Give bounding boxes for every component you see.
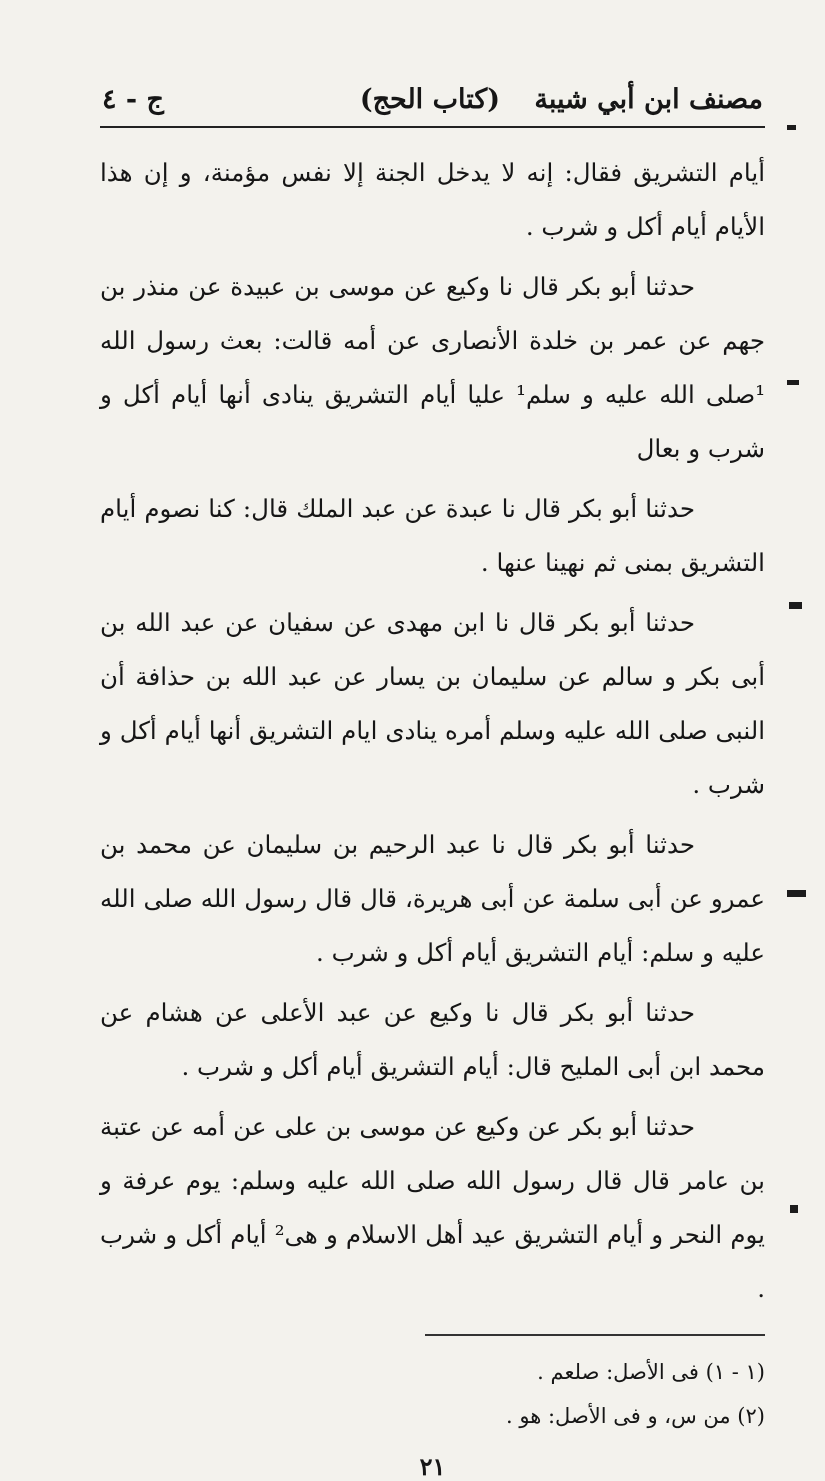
hadith-paragraph: حدثنا أبو بكر عن وكيع عن موسى بن على عن أمه عن عتبة بن عامر قال قال رسول الله صلى الله عليه وسلم: يوم عرفة و يوم النحر و أيام التشريق عيد أهل الاسلام و هى² أيام أكل و شرب .: [100, 1112, 765, 1303]
document-page: [100, 70, 765, 1481]
footnotes: [100, 1350, 765, 1438]
scan-edge-mark: [789, 602, 802, 609]
hadith-paragraph: حدثنا أبو بكر قال نا عبدة عن عبد الملك قال: كنا نصوم أيام التشريق بمنى ثم نهينا عنها .: [100, 494, 765, 577]
hadith-paragraph: حدثنا أبو بكر قال نا وكيع عن عبد الأعلى عن هشام عن محمد ابن أبى المليح قال: أيام التشريق أيام أكل و شرب .: [100, 998, 765, 1081]
footnote: (١ - ١) فى الأصل: صلعم .: [537, 1360, 765, 1384]
scan-edge-mark: [787, 380, 799, 385]
scan-edge-mark: [787, 125, 796, 130]
hadith-paragraph: حدثنا أبو بكر قال نا وكيع عن موسى بن عبيدة عن منذر بن جهم عن عمر بن خلدة الأنصارى عن أمه قالت: بعث رسول الله ¹صلى الله عليه و سلم¹ عليا أيام التشريق ينادى أنها أيام أكل و شرب و بعال: [100, 272, 766, 463]
main-text: [100, 146, 765, 1316]
page-number: ٢١: [419, 1452, 446, 1481]
page-header: [100, 70, 765, 128]
scan-edge-mark: [787, 890, 806, 897]
chapter-title: (كتاب الحج): [359, 84, 500, 115]
footnote: (٢) من س، و فى الأصل: هو .: [506, 1404, 765, 1428]
text-paragraph: أيام التشريق فقال: إنه لا يدخل الجنة إلا نفس مؤمنة، و إن هذا الأيام أيام أكل و شرب .: [100, 158, 765, 241]
volume-number: ج - ٤: [102, 84, 164, 115]
hadith-paragraph: حدثنا أبو بكر قال نا عبد الرحيم بن سليمان عن محمد بن عمرو عن أبى سلمة عن أبى هريرة، قال قال رسول الله صلى الله عليه و سلم: أيام التشريق أيام أكل و شرب .: [100, 830, 765, 967]
book-title: مصنف ابن أبي شيبة: [534, 84, 763, 115]
footnote-divider: [425, 1334, 765, 1336]
scan-edge-mark: [790, 1205, 798, 1213]
hadith-paragraph: حدثنا أبو بكر قال نا ابن مهدى عن سفيان عن عبد الله بن أبى بكر و سالم عن سليمان بن يسار عن عبد الله بن حذافة أن النبى صلى الله عليه وسلم أمره ينادى ايام التشريق أنها أيام أكل و شرب .: [100, 608, 765, 799]
